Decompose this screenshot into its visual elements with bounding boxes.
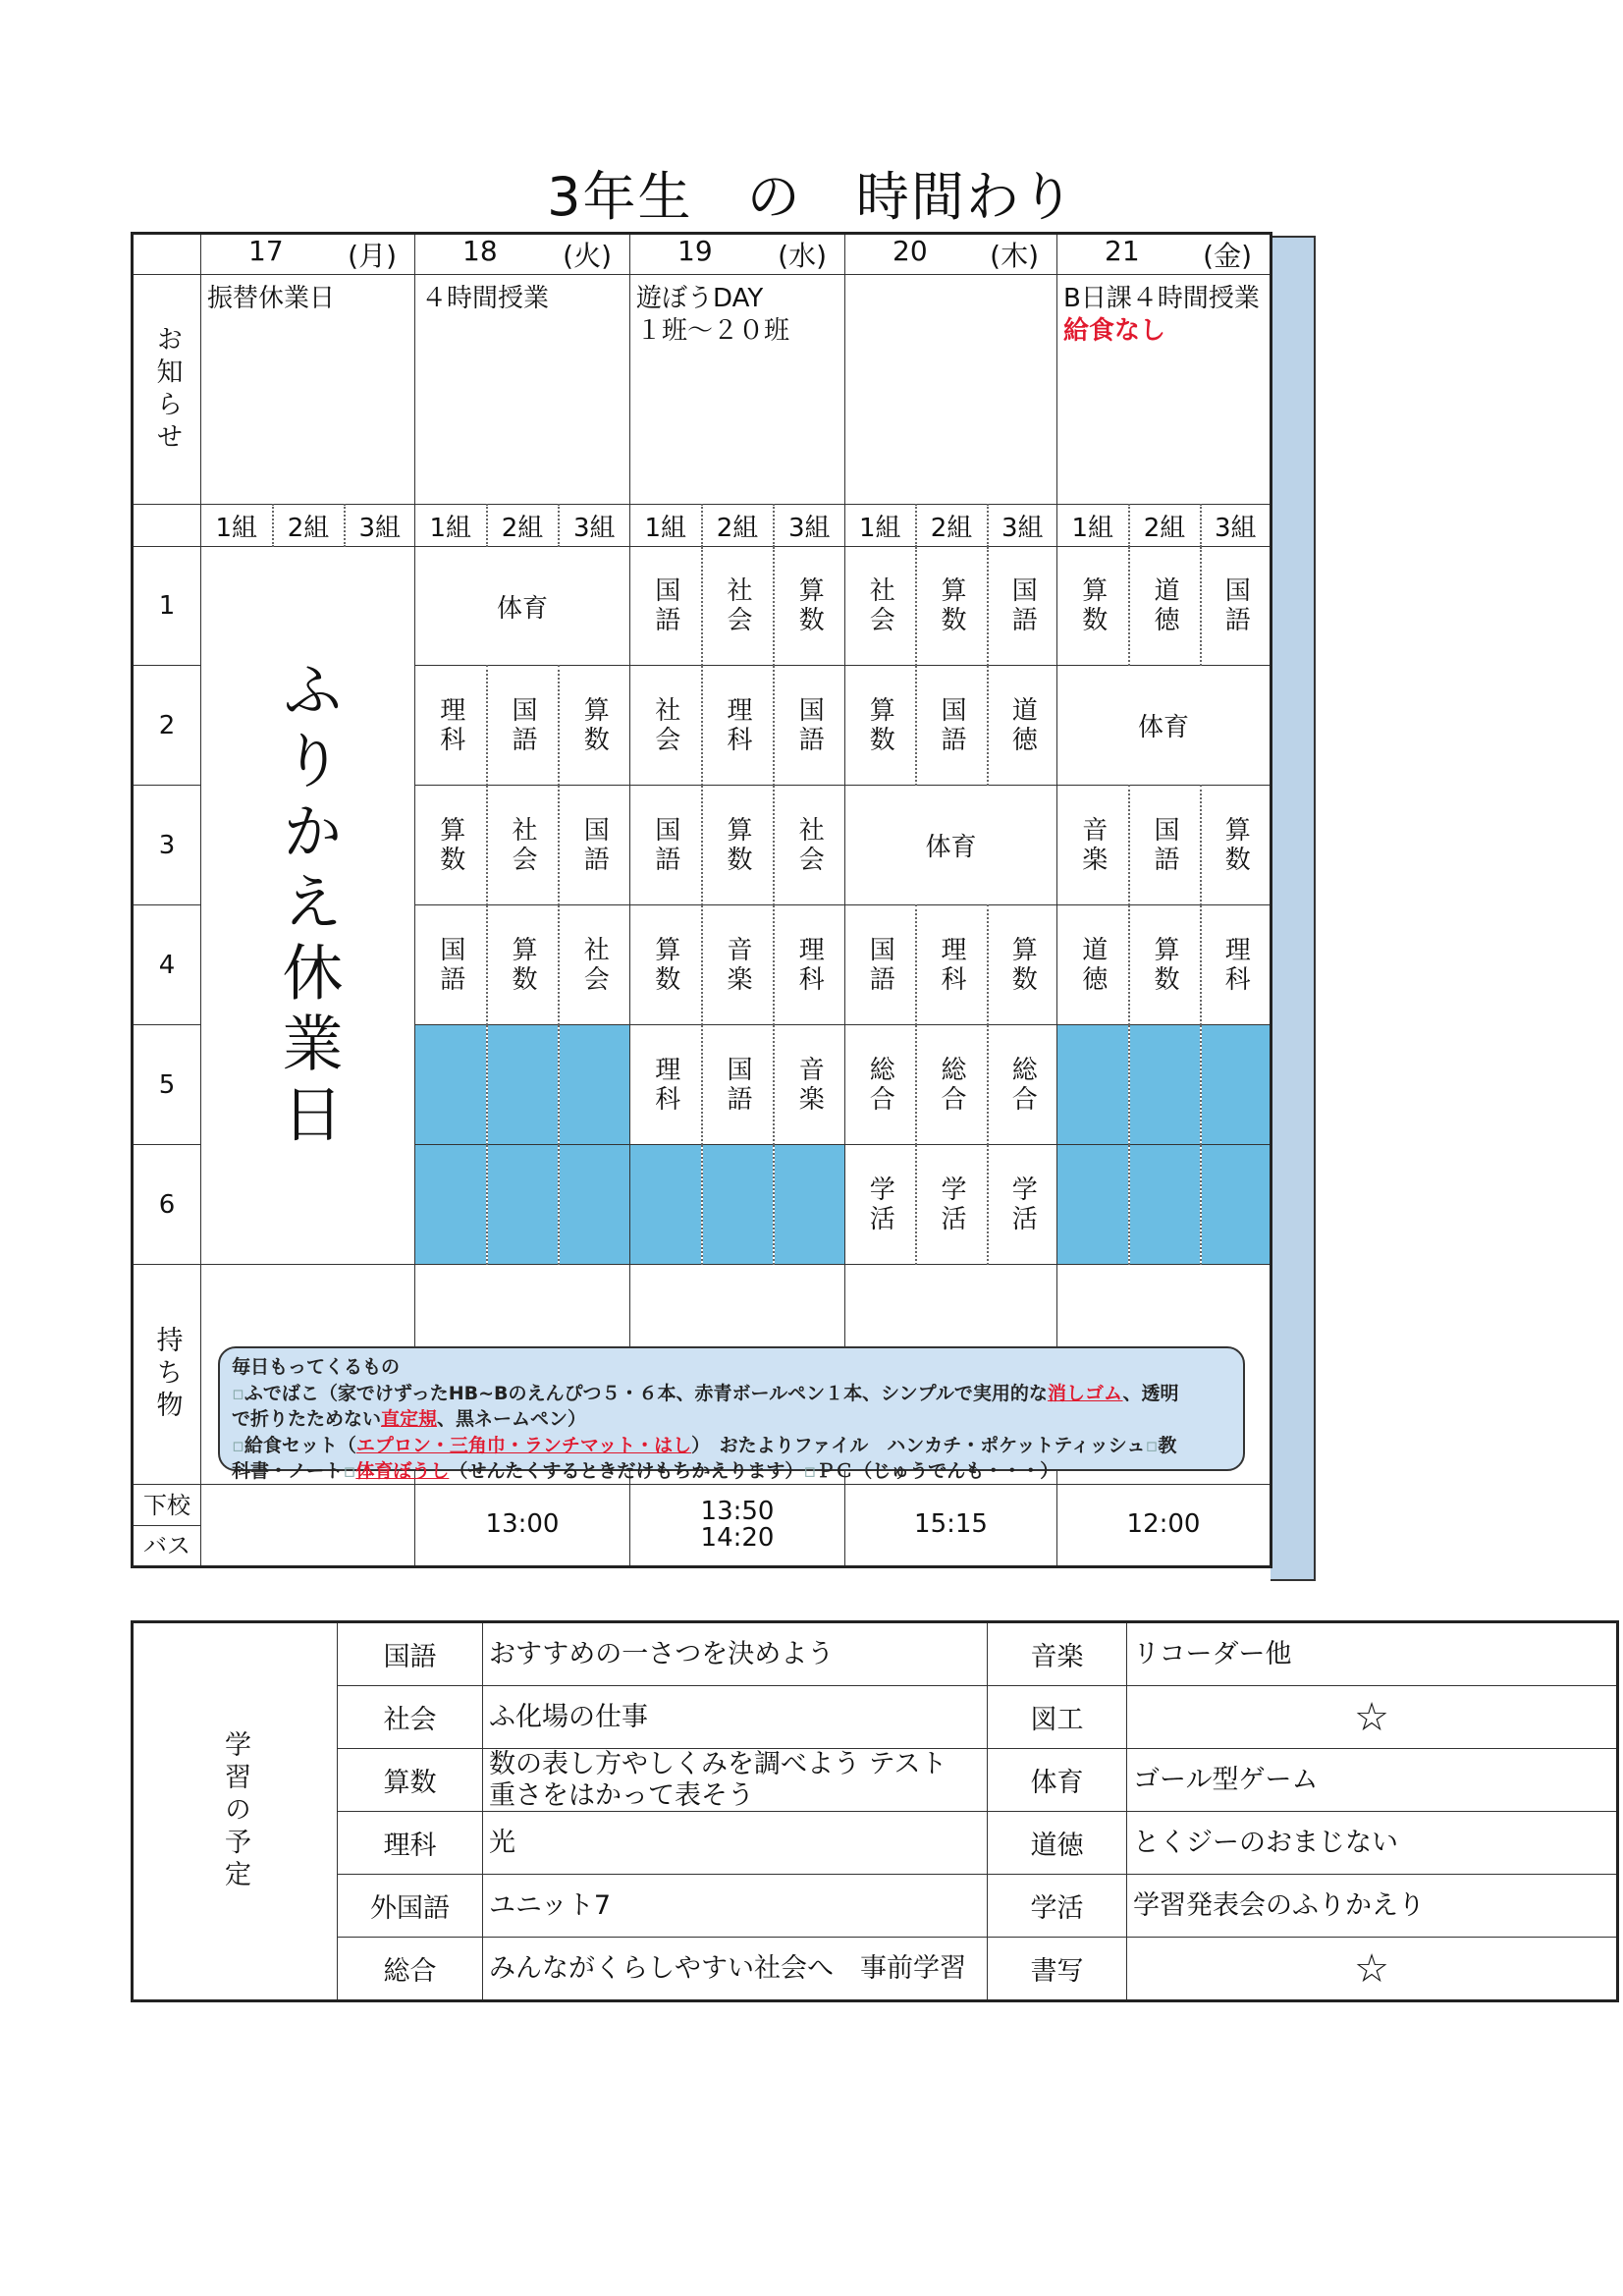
notice-thu <box>845 275 1057 505</box>
subject-cell: 国語 <box>508 695 537 755</box>
gekou-label-cell <box>133 1485 201 1567</box>
mochimono-box: 毎日もってくるもの ▫ふでばこ（家でけずったHB~Bのえんぴつ５・６本、赤青ボールペン１本、シンプルで実用的な消しゴム、透明 で折りたためない直定規、黒ネームペン） ▫給食セット（エプロン・三角巾・ランチマット・はし） おたよりファイル ハンカチ・ポケットティッシュ▫教 科書・ノート▫体育ぼうし（せんたくするときだけもちかえります）▫ＰＣ（じゅうでんも・・・） <box>218 1346 1245 1471</box>
subject-cell: 社会 <box>865 576 895 635</box>
notice-label: お知らせ <box>133 275 201 505</box>
subject-cell: 音楽 <box>1077 815 1108 875</box>
empty-slot <box>559 1025 630 1145</box>
study-subject: 書写 <box>988 1938 1127 2001</box>
class-label: 2組 <box>273 505 345 547</box>
subject-cell: 算数 <box>1150 935 1179 995</box>
subject-cell: 国語 <box>650 576 680 635</box>
empty-slot <box>487 1145 559 1265</box>
study-plan-table <box>131 1620 1619 2002</box>
notice-wed: 遊ぼうDAY １班～２０班 <box>630 275 845 505</box>
empty-slot <box>1057 1025 1129 1145</box>
title-particle: の <box>746 166 802 228</box>
time-tue: 13:00 <box>415 1485 630 1567</box>
notice-fri: B日課４時間授業 給食なし <box>1057 275 1271 505</box>
subject-cell: 理科 <box>650 1055 680 1115</box>
class-label: 3組 <box>1201 505 1271 547</box>
class-label: 1組 <box>415 505 487 547</box>
day-header-tue: 18 (火) <box>415 234 630 275</box>
class-label: 1組 <box>1057 505 1129 547</box>
subject-cell: 算数 <box>508 935 537 995</box>
empty-slot <box>415 1025 487 1145</box>
tue-p1-taiiku: 体育 <box>415 547 630 666</box>
subject-cell: 国語 <box>579 815 610 875</box>
class-label: 1組 <box>845 505 916 547</box>
subject-cell: 理科 <box>723 695 752 755</box>
class-label: 3組 <box>988 505 1057 547</box>
subject-cell: 算数 <box>794 576 825 635</box>
study-subject: 音楽 <box>988 1622 1127 1686</box>
study-content: ふ化場の仕事 <box>483 1686 988 1749</box>
gekou-label: 下校 <box>134 1486 200 1526</box>
empty-slot <box>774 1145 845 1265</box>
subject-cell: 算数 <box>865 695 895 755</box>
furikae-cell <box>201 547 415 1265</box>
subject-cell: 国語 <box>1220 576 1251 635</box>
subject-cell: 国語 <box>1150 815 1179 875</box>
star-icon: ☆ <box>1127 1686 1618 1749</box>
time-thu: 15:15 <box>845 1485 1057 1567</box>
period-label: 3 <box>133 786 201 905</box>
thu-p3-taiiku: 体育 <box>845 786 1057 905</box>
period-label: 6 <box>133 1145 201 1265</box>
day-header-mon: 17 (月) <box>201 234 415 275</box>
study-content: みんながくらしやすい社会へ 事前学習 <box>483 1938 988 2001</box>
time-fri: 12:00 <box>1057 1485 1271 1567</box>
empty-slot <box>1129 1145 1201 1265</box>
subject-cell: 算数 <box>650 935 680 995</box>
subject-cell: 国語 <box>937 695 966 755</box>
subject-cell: 社会 <box>508 815 537 875</box>
day-header-thu: 20 (木) <box>845 234 1057 275</box>
subject-cell: 音楽 <box>794 1055 825 1115</box>
subject-cell: 算数 <box>1007 935 1038 995</box>
day-header-fri: 21 (金) <box>1057 234 1271 275</box>
day-header-wed: 19 (水) <box>630 234 845 275</box>
study-subject: 算数 <box>338 1749 483 1812</box>
subject-cell: 社会 <box>723 576 752 635</box>
subject-cell: 理科 <box>794 935 825 995</box>
subject-cell: 理科 <box>1220 935 1251 995</box>
title-word: 時間わり <box>855 166 1076 228</box>
period-label: 2 <box>133 666 201 786</box>
subject-cell: 算数 <box>1220 815 1251 875</box>
side-panel <box>1271 236 1316 1581</box>
subject-cell: 道徳 <box>1150 576 1179 635</box>
study-content: ユニット7 <box>483 1875 988 1938</box>
subject-cell: 学活 <box>865 1175 895 1234</box>
period-label: 1 <box>133 547 201 666</box>
subject-cell: 社会 <box>579 935 610 995</box>
study-content: ゴール型ゲーム <box>1127 1749 1618 1812</box>
mochimono-heading: 毎日もってくるもの <box>232 1356 401 1378</box>
study-subject: 理科 <box>338 1812 483 1875</box>
corner-cell <box>133 234 201 275</box>
period-label: 5 <box>133 1025 201 1145</box>
empty-slot <box>415 1145 487 1265</box>
class-label: 2組 <box>487 505 559 547</box>
study-subject: 学活 <box>988 1875 1127 1938</box>
study-content: 学習発表会のふりかえり <box>1127 1875 1618 1938</box>
subject-cell: 国語 <box>865 935 895 995</box>
class-label: 3組 <box>559 505 630 547</box>
subject-cell: 理科 <box>937 935 966 995</box>
subject-cell: 算数 <box>937 576 966 635</box>
subject-cell: 算数 <box>1077 576 1108 635</box>
class-label: 3組 <box>345 505 415 547</box>
study-content: おすすめの一さつを決めよう <box>483 1622 988 1686</box>
subject-cell: 総合 <box>937 1055 966 1115</box>
class-label: 1組 <box>201 505 273 547</box>
subject-cell: 学活 <box>1007 1175 1038 1234</box>
subject-cell: 総合 <box>1007 1055 1038 1115</box>
study-content: リコーダー他 <box>1127 1622 1618 1686</box>
subject-cell: 社会 <box>794 815 825 875</box>
class-label: 2組 <box>702 505 774 547</box>
study-content: とくジーのおまじない <box>1127 1812 1618 1875</box>
subject-cell: 算数 <box>723 815 752 875</box>
title-grade: 3年生 <box>547 166 693 228</box>
time-wed: 13:50 14:20 <box>630 1485 845 1567</box>
class-label: 1組 <box>630 505 702 547</box>
notice-mon: 振替休業日 <box>201 275 415 505</box>
study-content: 光 <box>483 1812 988 1875</box>
subject-cell: 国語 <box>435 935 465 995</box>
study-side-label: 学習の予定 <box>133 1622 338 2001</box>
subject-cell: 道徳 <box>1007 695 1038 755</box>
furikae-text: ふりかえ休業日 <box>272 658 344 1153</box>
empty-slot <box>702 1145 774 1265</box>
class-label: 2組 <box>916 505 988 547</box>
empty-slot <box>630 1145 702 1265</box>
star-icon: ☆ <box>1127 1938 1618 2001</box>
class-header-row <box>133 505 1271 547</box>
subject-cell: 算数 <box>435 815 465 875</box>
study-subject: 体育 <box>988 1749 1127 1812</box>
study-subject: 国語 <box>338 1622 483 1686</box>
subject-cell: 学活 <box>937 1175 966 1234</box>
page-title <box>0 155 1623 231</box>
class-label: 2組 <box>1129 505 1201 547</box>
study-subject: 外国語 <box>338 1875 483 1938</box>
empty-slot <box>1129 1025 1201 1145</box>
subject-cell: 道徳 <box>1077 935 1108 995</box>
study-subject: 社会 <box>338 1686 483 1749</box>
mochimono-label: 持ち物 <box>133 1265 201 1485</box>
subject-cell: 算数 <box>579 695 610 755</box>
study-content: 数の表し方やしくみを調べよう テスト 重さをはかって表そう <box>483 1749 988 1812</box>
empty-slot <box>559 1145 630 1265</box>
empty-slot <box>1057 1145 1129 1265</box>
subject-cell: 音楽 <box>723 935 752 995</box>
subject-cell: 総合 <box>865 1055 895 1115</box>
empty-slot <box>487 1025 559 1145</box>
period-label: 4 <box>133 905 201 1025</box>
subject-cell: 国語 <box>794 695 825 755</box>
notice-tue: ４時間授業 <box>415 275 630 505</box>
subject-cell: 国語 <box>1007 576 1038 635</box>
subject-cell: 国語 <box>650 815 680 875</box>
empty-slot <box>1201 1145 1271 1265</box>
bus-label: バス <box>143 1531 190 1559</box>
subject-cell: 理科 <box>435 695 465 755</box>
fri-p2-taiiku: 体育 <box>1057 666 1271 786</box>
empty-slot <box>1201 1025 1271 1145</box>
subject-cell: 社会 <box>650 695 680 755</box>
class-label: 3組 <box>774 505 845 547</box>
time-mon <box>201 1485 415 1567</box>
study-subject: 図工 <box>988 1686 1127 1749</box>
study-subject: 道徳 <box>988 1812 1127 1875</box>
study-subject: 総合 <box>338 1938 483 2001</box>
subject-cell: 国語 <box>723 1055 752 1115</box>
